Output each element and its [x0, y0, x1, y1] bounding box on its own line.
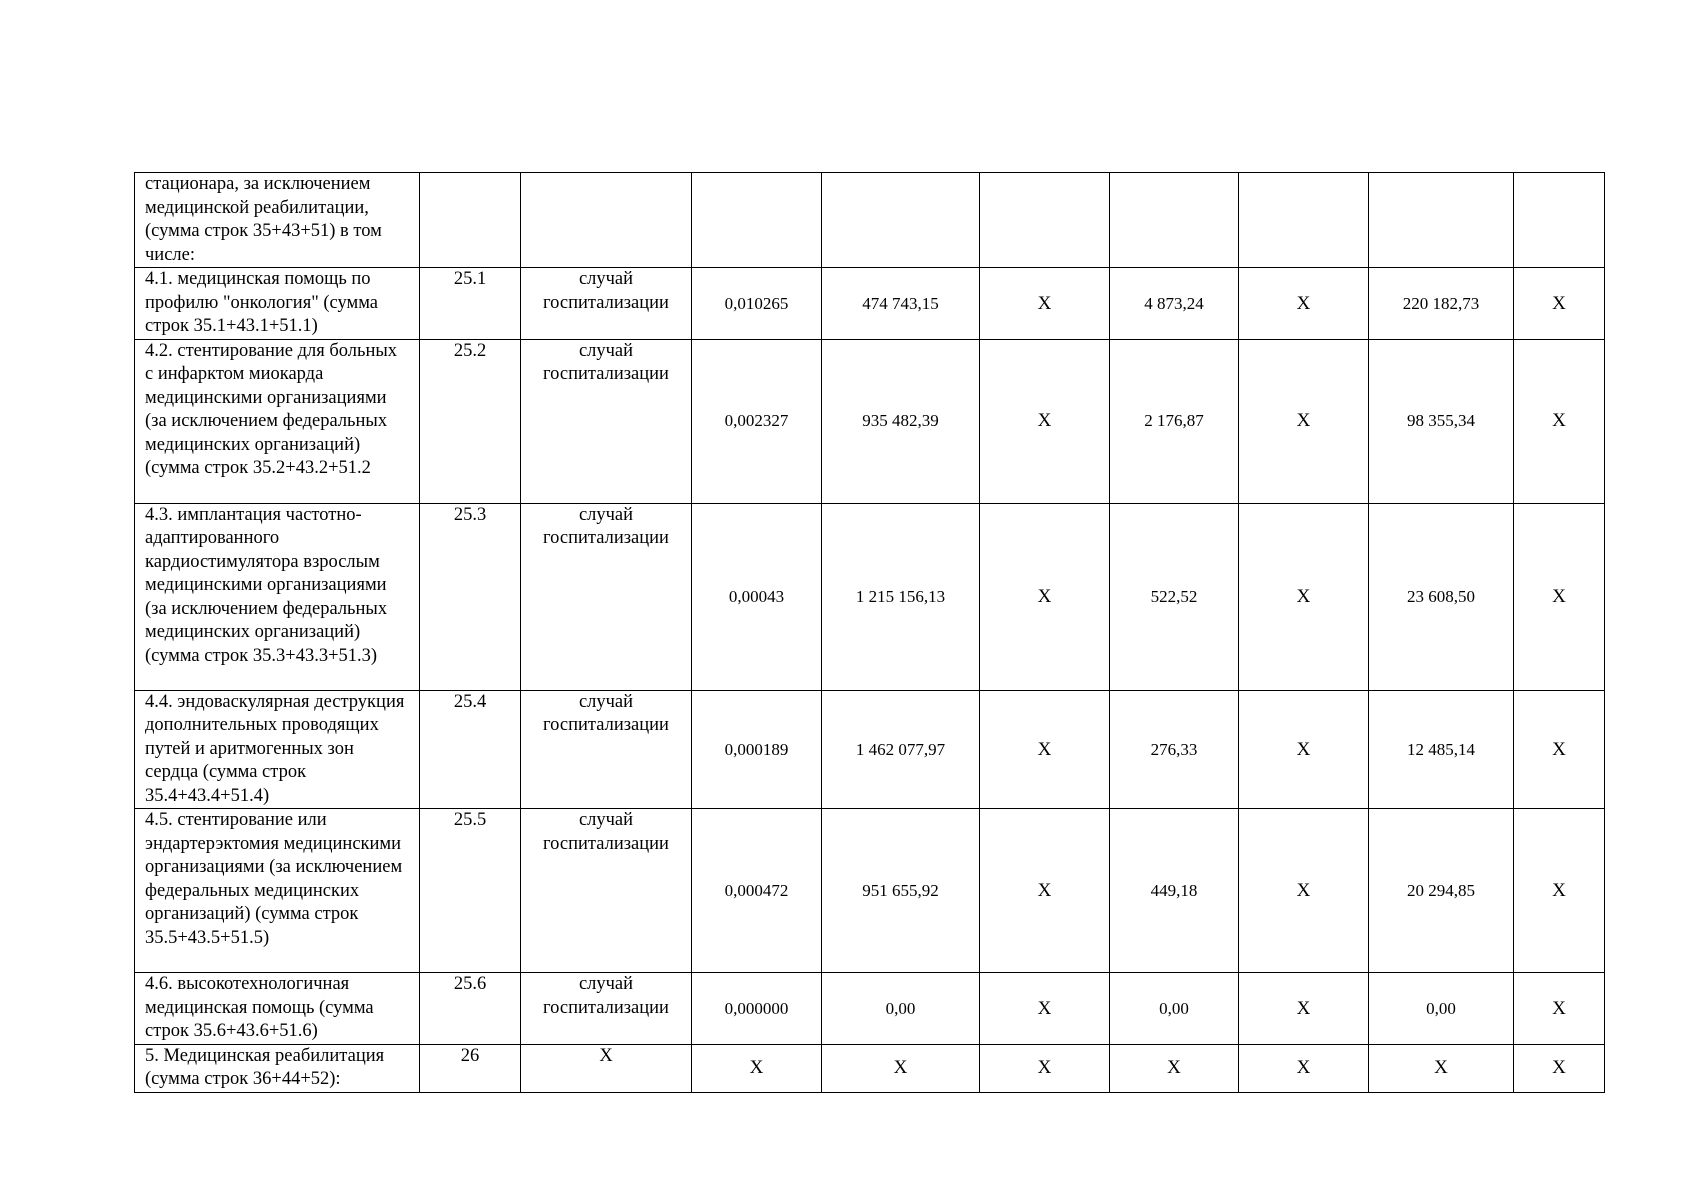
value-cell: X [1369, 1044, 1514, 1092]
value-cell: 474 743,15 [822, 268, 980, 340]
unit-cell: случай госпитализации [521, 809, 692, 973]
value-cell: 23 608,50 [1369, 503, 1514, 690]
row-name-cell: 4.4. эндоваскулярная деструкция дополнительных проводящих путей и аритмогенных зон сердца (сумма строк 35.4+43.4+51.4) [135, 690, 420, 809]
value-cell: X [1110, 1044, 1239, 1092]
row-name-cell: 4.2. стентирование для больных с инфарктом миокарда медицинскими организациями (за исключением федеральных медицинских организаций) (сумма строк 35.2+43.2+51.2 [135, 339, 420, 503]
value-cell: 449,18 [1110, 809, 1239, 973]
value-cell: X [980, 809, 1110, 973]
value-cell: X [980, 690, 1110, 809]
value-cell: X [980, 503, 1110, 690]
value-cell: 522,52 [1110, 503, 1239, 690]
row-name-cell: 4.5. стентирование или эндартерэктомия медицинскими организациями (за исключением федеральных медицинских организаций) (сумма строк 35.5+43.5+51.5) [135, 809, 420, 973]
value-cell [1514, 173, 1605, 268]
value-cell: X [1514, 973, 1605, 1045]
value-cell: 20 294,85 [1369, 809, 1514, 973]
table-row [135, 973, 1605, 1045]
row-name-cell: 4.6. высокотехнологичная медицинская помощь (сумма строк 35.6+43.6+51.6) [135, 973, 420, 1045]
table-row [135, 173, 1605, 268]
table-row [135, 809, 1605, 973]
value-cell: 0,010265 [692, 268, 822, 340]
value-cell: 0,002327 [692, 339, 822, 503]
value-cell: 0,00 [1369, 973, 1514, 1045]
value-cell: X [1239, 503, 1369, 690]
value-cell [1110, 173, 1239, 268]
unit-cell: случай госпитализации [521, 268, 692, 340]
value-cell [980, 173, 1110, 268]
table-row [135, 268, 1605, 340]
value-cell: 98 355,34 [1369, 339, 1514, 503]
value-cell: 1 462 077,97 [822, 690, 980, 809]
value-cell: X [1239, 809, 1369, 973]
value-cell: X [1239, 973, 1369, 1045]
value-cell: 276,33 [1110, 690, 1239, 809]
value-cell: X [1514, 503, 1605, 690]
row-code-cell: 25.3 [420, 503, 521, 690]
row-code-cell: 25.5 [420, 809, 521, 973]
row-code-cell: 25.1 [420, 268, 521, 340]
table-row [135, 339, 1605, 503]
unit-cell: X [521, 1044, 692, 1092]
unit-cell [521, 173, 692, 268]
value-cell: X [980, 268, 1110, 340]
unit-cell: случай госпитализации [521, 973, 692, 1045]
value-cell: X [1514, 809, 1605, 973]
table-row [135, 503, 1605, 690]
row-code-cell [420, 173, 521, 268]
value-cell: 220 182,73 [1369, 268, 1514, 340]
value-cell: 0,000472 [692, 809, 822, 973]
value-cell: 1 215 156,13 [822, 503, 980, 690]
row-name-cell: стационара, за исключением медицинской реабилитации, (сумма строк 35+43+51) в том числе: [135, 173, 420, 268]
row-code-cell: 26 [420, 1044, 521, 1092]
value-cell: 951 655,92 [822, 809, 980, 973]
value-cell: X [822, 1044, 980, 1092]
value-cell: 2 176,87 [1110, 339, 1239, 503]
value-cell: X [1239, 268, 1369, 340]
value-cell: X [1514, 690, 1605, 809]
value-cell [822, 173, 980, 268]
row-name-cell: 5. Медицинская реабилитация (сумма строк 36+44+52): [135, 1044, 420, 1092]
value-cell: X [692, 1044, 822, 1092]
row-code-cell: 25.4 [420, 690, 521, 809]
value-cell: X [1239, 1044, 1369, 1092]
unit-cell: случай госпитализации [521, 690, 692, 809]
row-code-cell: 25.2 [420, 339, 521, 503]
value-cell: X [1514, 339, 1605, 503]
table-row [135, 690, 1605, 809]
value-cell: X [980, 1044, 1110, 1092]
unit-cell: случай госпитализации [521, 339, 692, 503]
value-cell: 0,000000 [692, 973, 822, 1045]
row-code-cell: 25.6 [420, 973, 521, 1045]
table-row [135, 1044, 1605, 1092]
value-cell: X [1514, 268, 1605, 340]
value-cell [1239, 173, 1369, 268]
value-cell: X [980, 973, 1110, 1045]
value-cell: 0,000189 [692, 690, 822, 809]
value-cell: 12 485,14 [1369, 690, 1514, 809]
value-cell [1369, 173, 1514, 268]
value-cell: 935 482,39 [822, 339, 980, 503]
value-cell: 0,00043 [692, 503, 822, 690]
value-cell [692, 173, 822, 268]
value-cell: X [1514, 1044, 1605, 1092]
data-table [134, 172, 1605, 1093]
value-cell: X [980, 339, 1110, 503]
row-name-cell: 4.3. имплантация частотно-адаптированного кардиостимулятора взрослым медицинскими организациями (за исключением федеральных медицинских организаций) (сумма строк 35.3+43.3+51.3) [135, 503, 420, 690]
value-cell: 0,00 [1110, 973, 1239, 1045]
value-cell: X [1239, 690, 1369, 809]
value-cell: 0,00 [822, 973, 980, 1045]
value-cell: X [1239, 339, 1369, 503]
unit-cell: случай госпитализации [521, 503, 692, 690]
row-name-cell: 4.1. медицинская помощь по профилю "онкология" (сумма строк 35.1+43.1+51.1) [135, 268, 420, 340]
value-cell: 4 873,24 [1110, 268, 1239, 340]
